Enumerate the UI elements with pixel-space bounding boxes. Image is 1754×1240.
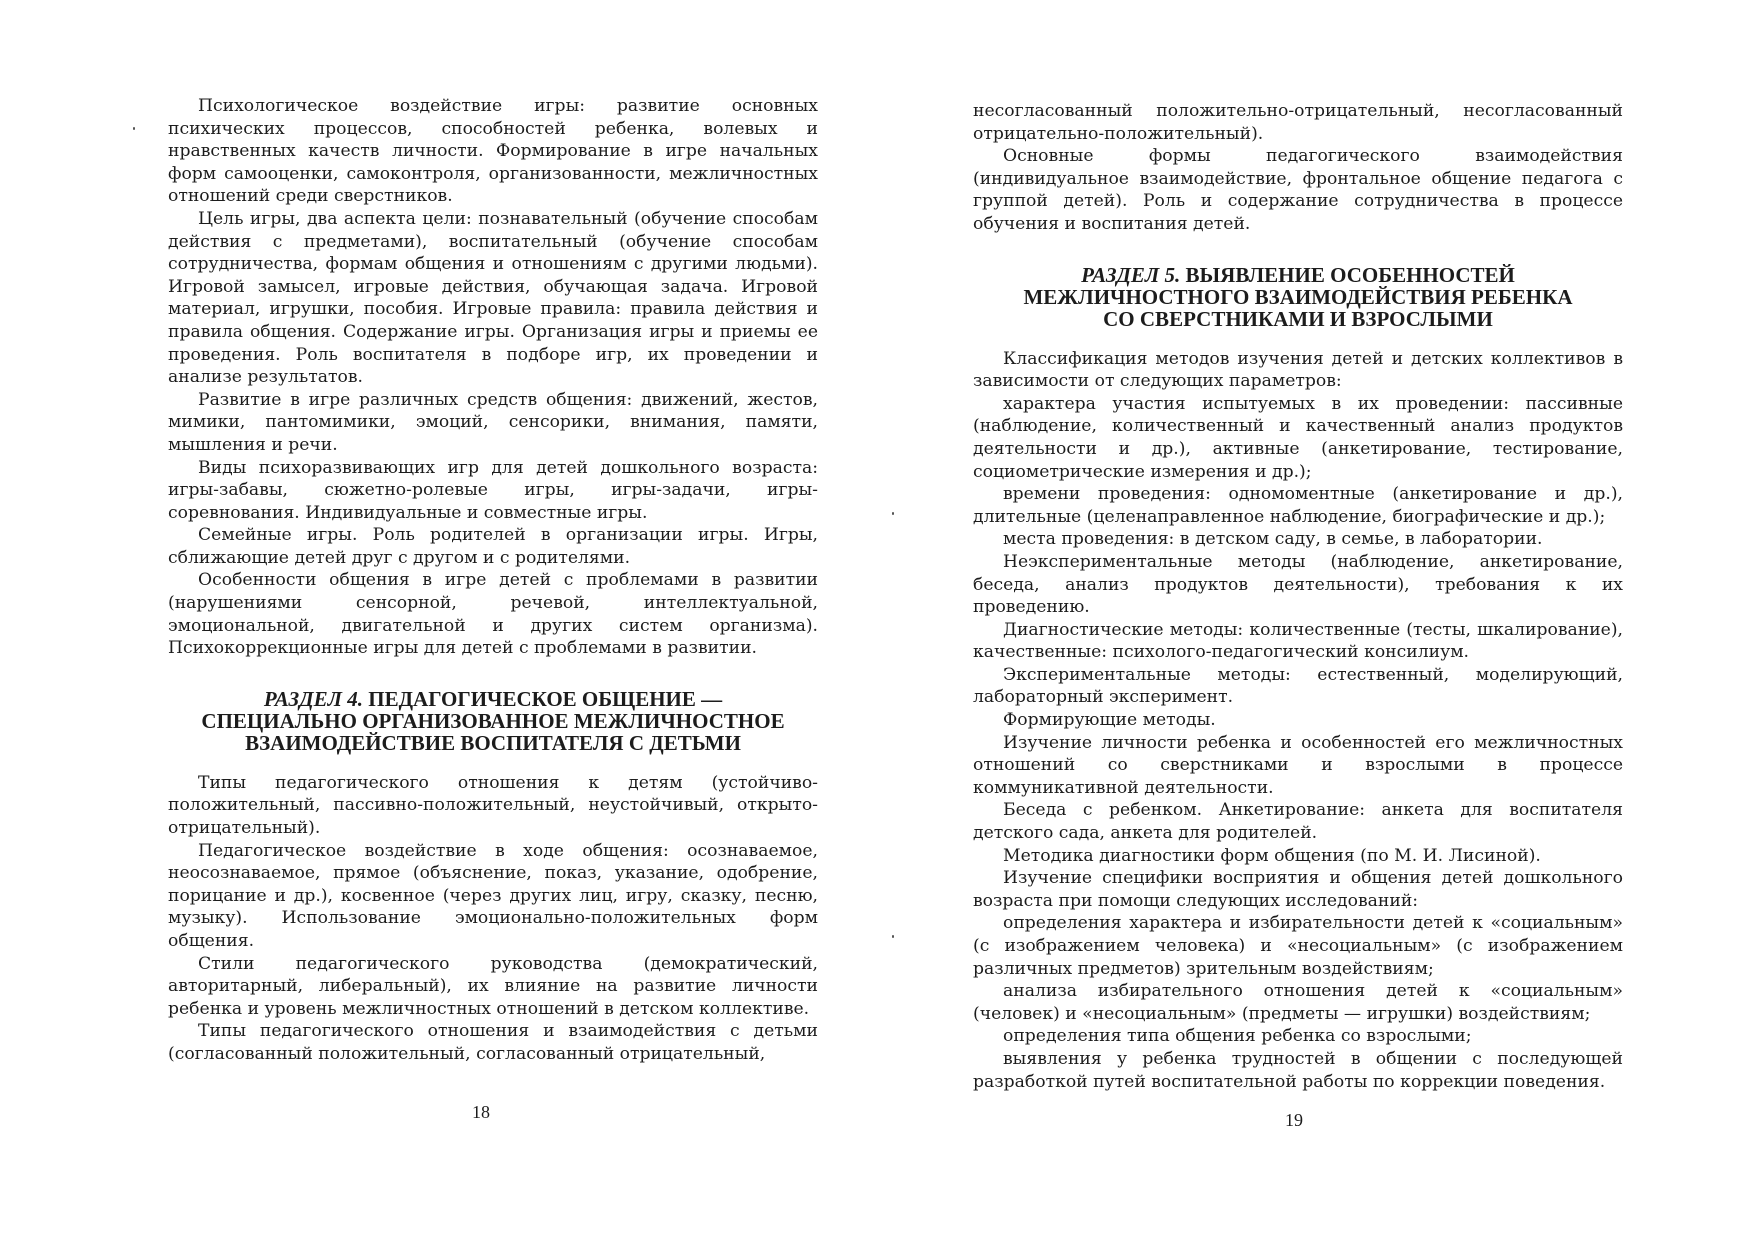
paragraph: определения типа общения ребенка со взрослыми; (1003, 1026, 1472, 1047)
heading-line: ВЫЯВЛЕНИЕ ОСОБЕННОСТЕЙ (1185, 262, 1515, 287)
heading-line: СПЕЦИАЛЬНО ОРГАНИЗОВАННОЕ МЕЖЛИЧНОСТНОЕ (201, 708, 785, 733)
paragraph: Психологическое воздействие игры: развитие основных психических процессов, способностей ребенка, волевых и нравственных качеств личности. Формирование в игре начальных форм самооценки, самоконтроля, организованности, межличностных отношений среди сверстников. (168, 96, 818, 207)
paragraph: Беседа с ребенком. Анкетирование: анкета для воспитателя детского сада, анкета для родителей. (973, 800, 1623, 844)
paragraph: определения характера и избирательности детей к «социальным» (с изображением человека) и «несоциальным» (с изображением различных предметов) зрительным воздействиям; (973, 913, 1623, 979)
paragraph: Изучение специфики восприятия и общения детей дошкольного возраста при помощи следующих исследований: (973, 868, 1623, 911)
right-text-column (973, 100, 1623, 1093)
scan-speck (892, 512, 894, 515)
paragraph: Диагностические методы: количественные (тесты, шкалирование), качественные: психолого-педагогический консилиум. (973, 619, 1623, 663)
paragraph: Экспериментальные методы: естественный, моделирующий, лабораторный эксперимент. (973, 664, 1623, 708)
paragraph: Методика диагностики форм общения (по М. И. Лисиной). (1003, 845, 1541, 866)
paragraph: времени проведения: одномоментные (анкетирование и др.), длительные (целенаправленное наблюдение, биографические и др.); (973, 484, 1623, 527)
section-5-heading (973, 264, 1623, 330)
paragraph: Особенности общения в игре детей с проблемами в развитии (нарушениями сенсорной, речевой, интеллектуальной, эмоциональной, двигательной и других систем организма). Психокоррекционные игры для детей с проблемами в развитии. (168, 570, 818, 659)
paragraph: Формирующие методы. (1003, 710, 1216, 731)
paragraph: Классификация методов изучения детей и детских коллективов в зависимости от следующих параметров: (973, 348, 1623, 392)
paragraph: Основные формы педагогического взаимодействия (индивидуальное взаимодействие, фронтальное общение педагога с группой детей). Роль и содержание сотрудничества в процессе обучения и воспитания детей. (973, 146, 1623, 234)
scan-speck (892, 935, 894, 938)
paragraph: Семейные игры. Роль родителей в организации игры. Игры, сближающие детей друг с другом и с родителями. (168, 525, 818, 568)
paragraph: Развитие в игре различных средств общения: движений, жестов, мимики, пантомимики, эмоций, сенсорики, внимания, памяти, мышления и речи. (168, 389, 818, 455)
section-number: РАЗДЕЛ 4. (263, 686, 363, 711)
paragraph: Педагогическое воздействие в ходе общения: осознаваемое, неосознаваемое, прямое (объяснение, показ, указание, одобрение, порицание и др.), косвенное (через других лиц, игру, сказку, песню, музыку). Использование эмоционально-положительных форм общения. (168, 840, 818, 951)
paragraph: характера участия испытуемых в их проведении: пассивные (наблюдение, количественный и качественный анализ продуктов деятельности и др.), активные (анкетирование, тестирование, социометрические измерения и др.); (973, 393, 1623, 482)
paragraph: Цель игры, два аспекта цели: познавательный (обучение способам действия с предметами), воспитательный (обучение способам сотрудничества, формам общения и отношениям с другими людьми). Игровой замысел, игровые действия, обучающая задача. Игровой материал, игрушки, пособия. Игровые правила: правила действия и правила общения. Содержание игры. Организация игры и приемы ее проведения. Роль воспитателя в подборе игр, их проведении и анализе результатов. (168, 208, 818, 388)
heading-line: СО СВЕРСТНИКАМИ И ВЗРОСЛЫМИ (1103, 306, 1493, 331)
paragraph: Типы педагогического отношения и взаимодействия с детьми (согласованный положительный, согласованный отрицательный, (168, 1021, 818, 1064)
right-page (877, 0, 1754, 1240)
paragraph: Изучение личности ребенка и особенностей его межличностных отношений со сверстниками и взрослыми в процессе коммуникативной деятельности. (973, 732, 1623, 798)
paragraph: Стили педагогического руководства (демократический, авторитарный, либеральный), их влияние на развитие личности ребенка и уровень межличностных отношений в детском коллективе. (168, 953, 818, 1019)
paragraph: Неэкспериментальные методы (наблюдение, анкетирование, беседа, анализ продуктов деятельности), требования к их проведению. (973, 551, 1623, 618)
paragraph: анализа избирательного отношения детей к «социальным» (человек) и «несоциальным» (предметы — игрушки) воздействиям; (973, 981, 1623, 1024)
section-number: РАЗДЕЛ 5. (1081, 262, 1181, 287)
paragraph: Виды психоразвивающих игр для детей дошкольного возраста: игры-забавы, сюжетно-ролевые игры, игры-задачи, игры-соревнования. Индивидуальные и совместные игры. (168, 457, 818, 523)
section-4-heading (168, 688, 818, 754)
heading-line: МЕЖЛИЧНОСТНОГО ВЗАИМОДЕЙСТВИЯ РЕБЕНКА (1023, 284, 1573, 309)
left-text-column (168, 95, 818, 1066)
paragraph: несогласованный положительно-отрицательный, несогласованный отрицательно-положительный). (973, 101, 1623, 144)
heading-line: ПЕДАГОГИЧЕСКОЕ ОБЩЕНИЕ — (368, 686, 723, 711)
page-number: 18 (472, 1102, 490, 1122)
heading-line: ВЗАИМОДЕЙСТВИЕ ВОСПИТАТЕЛЯ С ДЕТЬМИ (245, 730, 741, 755)
paragraph: выявления у ребенка трудностей в общении с последующей разработкой путей воспитательной работы по коррекции поведения. (973, 1048, 1623, 1092)
paragraph: Типы педагогического отношения к детям (устойчиво-положительный, пассивно-положительный, неустойчивый, открыто-отрицательный). (168, 772, 818, 839)
page-number: 19 (1285, 1110, 1303, 1130)
scan-speck (133, 127, 135, 130)
paragraph: места проведения: в детском саду, в семье, в лаборатории. (1003, 529, 1543, 550)
